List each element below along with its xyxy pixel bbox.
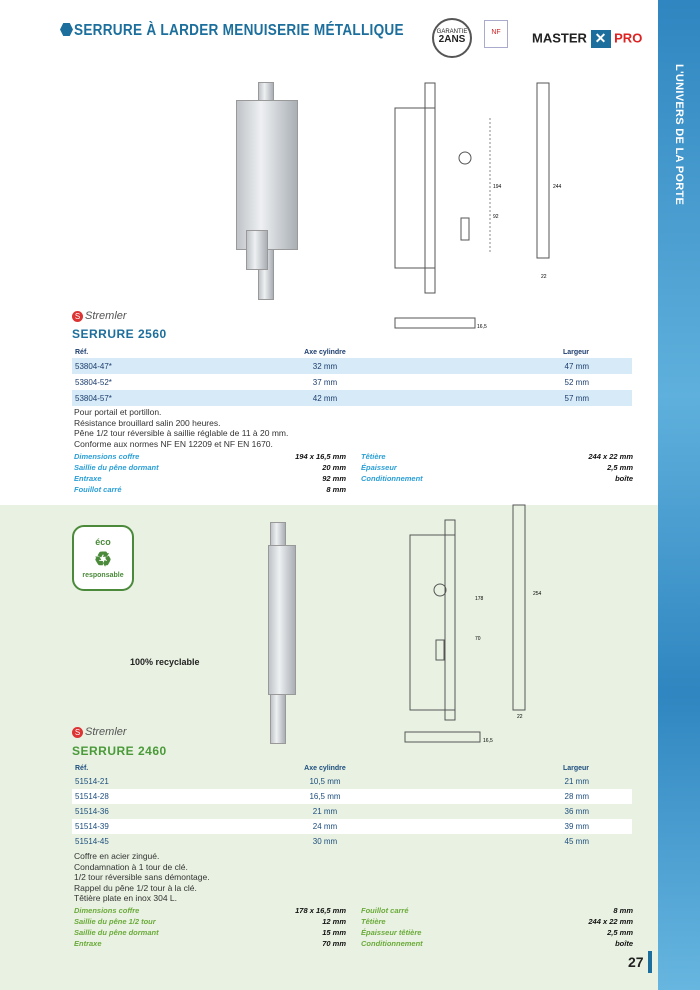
- axe: 32 mm: [312, 361, 338, 371]
- spec-label: Entraxe: [74, 939, 102, 948]
- table-header: [72, 762, 632, 774]
- axe: 37 mm: [312, 377, 338, 387]
- spec-label: Dimensions coffre: [74, 452, 140, 461]
- spec-label: Épaisseur têtière: [361, 928, 422, 937]
- sidebar-label: L'UNIVERS DE LA PORTE: [673, 64, 685, 206]
- page-number-bar: [648, 951, 652, 973]
- ref: 51514-45: [75, 837, 109, 846]
- spec-label: Dimensions coffre: [74, 906, 140, 915]
- desc-line: Condamnation à 1 tour de clé.: [74, 861, 188, 872]
- dim-label: 244: [553, 184, 562, 190]
- brand-logo: S Stremler: [72, 310, 127, 322]
- spec-label: Conditionnement: [361, 474, 423, 483]
- desc-line: Têtière plate en inox 304 L.: [74, 893, 178, 903]
- largeur: 52 mm: [564, 377, 589, 387]
- spec-value: 244 x 22 mm: [588, 452, 633, 461]
- dim-label: 22: [517, 714, 523, 720]
- spec-value: 178 x 16,5 mm: [295, 906, 346, 915]
- largeur: 45 mm: [564, 837, 589, 846]
- spec-value: 8 mm: [326, 485, 346, 494]
- col-header: Réf.: [75, 764, 89, 772]
- spec-label: Têtière: [361, 917, 386, 926]
- dim-label: 178: [475, 596, 484, 602]
- dim-label: 254: [533, 591, 542, 597]
- spec-value: 2,5 mm: [607, 928, 633, 937]
- technical-drawing-2460: [385, 500, 555, 755]
- product1-specs-right: [361, 451, 633, 484]
- desc-line: Résistance brouillard salin 200 heures.: [74, 417, 221, 428]
- desc-line: Pour portail et portillon.: [74, 407, 162, 417]
- masterpro-logo: [532, 30, 642, 48]
- product1-description: [74, 407, 288, 449]
- nf-logo: NF: [484, 20, 508, 48]
- col-header: Axe cylindre: [304, 764, 346, 772]
- ref: 51514-39: [75, 822, 109, 831]
- spec-label: Entraxe: [74, 474, 102, 483]
- page-number: 27: [628, 954, 644, 970]
- ref: 53804-52*: [75, 377, 112, 387]
- table-row: [72, 358, 632, 374]
- desc-line: Pêne 1/2 tour réversible à saillie réglable de 11 à 20 mm.: [74, 428, 289, 438]
- table-row: [72, 789, 632, 804]
- spec-label: Épaisseur: [361, 463, 397, 472]
- axe: 10,5 mm: [309, 777, 341, 786]
- logo-x-icon: ✕: [591, 30, 611, 48]
- axe: 42 mm: [312, 393, 338, 403]
- desc-line: Coffre en acier zingué.: [74, 851, 160, 861]
- col-header: Largeur: [562, 348, 589, 356]
- table-row: [72, 834, 632, 849]
- table-row: [72, 390, 632, 406]
- largeur: 57 mm: [564, 393, 589, 403]
- table-row: [72, 804, 632, 819]
- eco-bottom: responsable: [82, 572, 124, 579]
- dim-label: 70: [475, 636, 481, 642]
- dim-label: 16,5: [477, 324, 487, 330]
- brand-logo: S Stremler: [72, 726, 127, 738]
- spec-value: boîte: [615, 939, 633, 948]
- spec-value: 15 mm: [322, 928, 346, 937]
- spec-label: Saillie du pêne dormant: [74, 463, 159, 472]
- product2-description: [74, 851, 210, 904]
- largeur: 47 mm: [564, 361, 589, 371]
- ref: 53804-57*: [75, 393, 112, 403]
- axe: 30 mm: [312, 837, 338, 846]
- dim-label: 194: [493, 184, 502, 190]
- spec-value: 70 mm: [322, 939, 346, 948]
- largeur: 39 mm: [564, 822, 589, 831]
- eco-responsable-badge: [72, 525, 134, 591]
- col-header: Réf.: [75, 348, 89, 356]
- spec-value: 20 mm: [322, 463, 346, 472]
- spec-label: Saillie du pêne dormant: [74, 928, 159, 937]
- ref: 51514-28: [75, 792, 109, 801]
- product2-table: [72, 762, 632, 849]
- brand-name: Stremler: [85, 310, 127, 322]
- spec-value: 12 mm: [322, 917, 346, 926]
- spec-value: 194 x 16,5 mm: [295, 452, 346, 461]
- table-row: [72, 819, 632, 834]
- eco-top: éco: [95, 537, 111, 547]
- axe: 24 mm: [312, 822, 338, 831]
- col-header: Axe cylindre: [304, 348, 346, 356]
- largeur: 21 mm: [564, 777, 589, 786]
- ref: 53804-47*: [75, 361, 112, 371]
- desc-line: 1/2 tour réversible sans démontage.: [74, 872, 210, 882]
- spec-value: 92 mm: [322, 474, 346, 483]
- ref: 51514-21: [75, 777, 109, 786]
- spec-value: boîte: [615, 474, 633, 483]
- table-row: [72, 374, 632, 390]
- hexagon-icon: [60, 23, 73, 36]
- spec-label: Têtière: [361, 452, 386, 461]
- spec-label: Saillie du pêne 1/2 tour: [74, 917, 156, 926]
- technical-drawing-2560: [365, 78, 585, 340]
- dim-label: 22: [541, 274, 547, 280]
- spec-label: Fouillot carré: [361, 906, 409, 915]
- dim-label: 92: [493, 214, 499, 220]
- spec-label: Fouillot carré: [74, 485, 122, 494]
- axe: 21 mm: [312, 807, 338, 816]
- spec-value: 2,5 mm: [607, 463, 633, 472]
- table-header: [72, 346, 632, 358]
- axe: 16,5 mm: [309, 792, 341, 801]
- leaf-icon: ♻: [94, 549, 112, 571]
- brand-name: Stremler: [85, 726, 127, 738]
- garantie-badge: [432, 18, 472, 58]
- desc-line: Conforme aux normes NF EN 12209 et NF EN 1670.: [74, 438, 273, 449]
- latch-bolt-image: [246, 230, 268, 270]
- lock-body-image: [268, 545, 296, 695]
- logo-pro: PRO: [614, 30, 643, 46]
- recyclable-label: 100% recyclable: [130, 657, 200, 667]
- product1-specs-left: [74, 451, 346, 495]
- product2-specs-right: [361, 905, 633, 949]
- product2-specs-left: [74, 905, 346, 949]
- product-title: SERRURE 2560: [72, 327, 167, 341]
- col-header: Largeur: [562, 764, 589, 772]
- desc-line: Rappel du pêne 1/2 tour à la clé.: [74, 882, 197, 893]
- ref: 51514-36: [75, 807, 109, 816]
- table-row: [72, 774, 632, 789]
- product1-table: [72, 346, 632, 406]
- page-title: SERRURE À LARDER MENUISERIE MÉTALLIQUE: [74, 22, 404, 39]
- lock-body-image: [236, 100, 298, 250]
- product-title: SERRURE 2460: [72, 744, 167, 758]
- dim-label: 16,5: [483, 738, 493, 744]
- logo-master: MASTER: [532, 30, 587, 46]
- largeur: 28 mm: [564, 792, 589, 801]
- largeur: 36 mm: [564, 807, 589, 816]
- spec-label: Conditionnement: [361, 939, 423, 948]
- garantie-main: 2ANS: [438, 34, 466, 45]
- spec-value: 8 mm: [613, 906, 633, 915]
- garantie-top: GARANTIE: [436, 29, 468, 35]
- spec-value: 244 x 22 mm: [588, 917, 633, 926]
